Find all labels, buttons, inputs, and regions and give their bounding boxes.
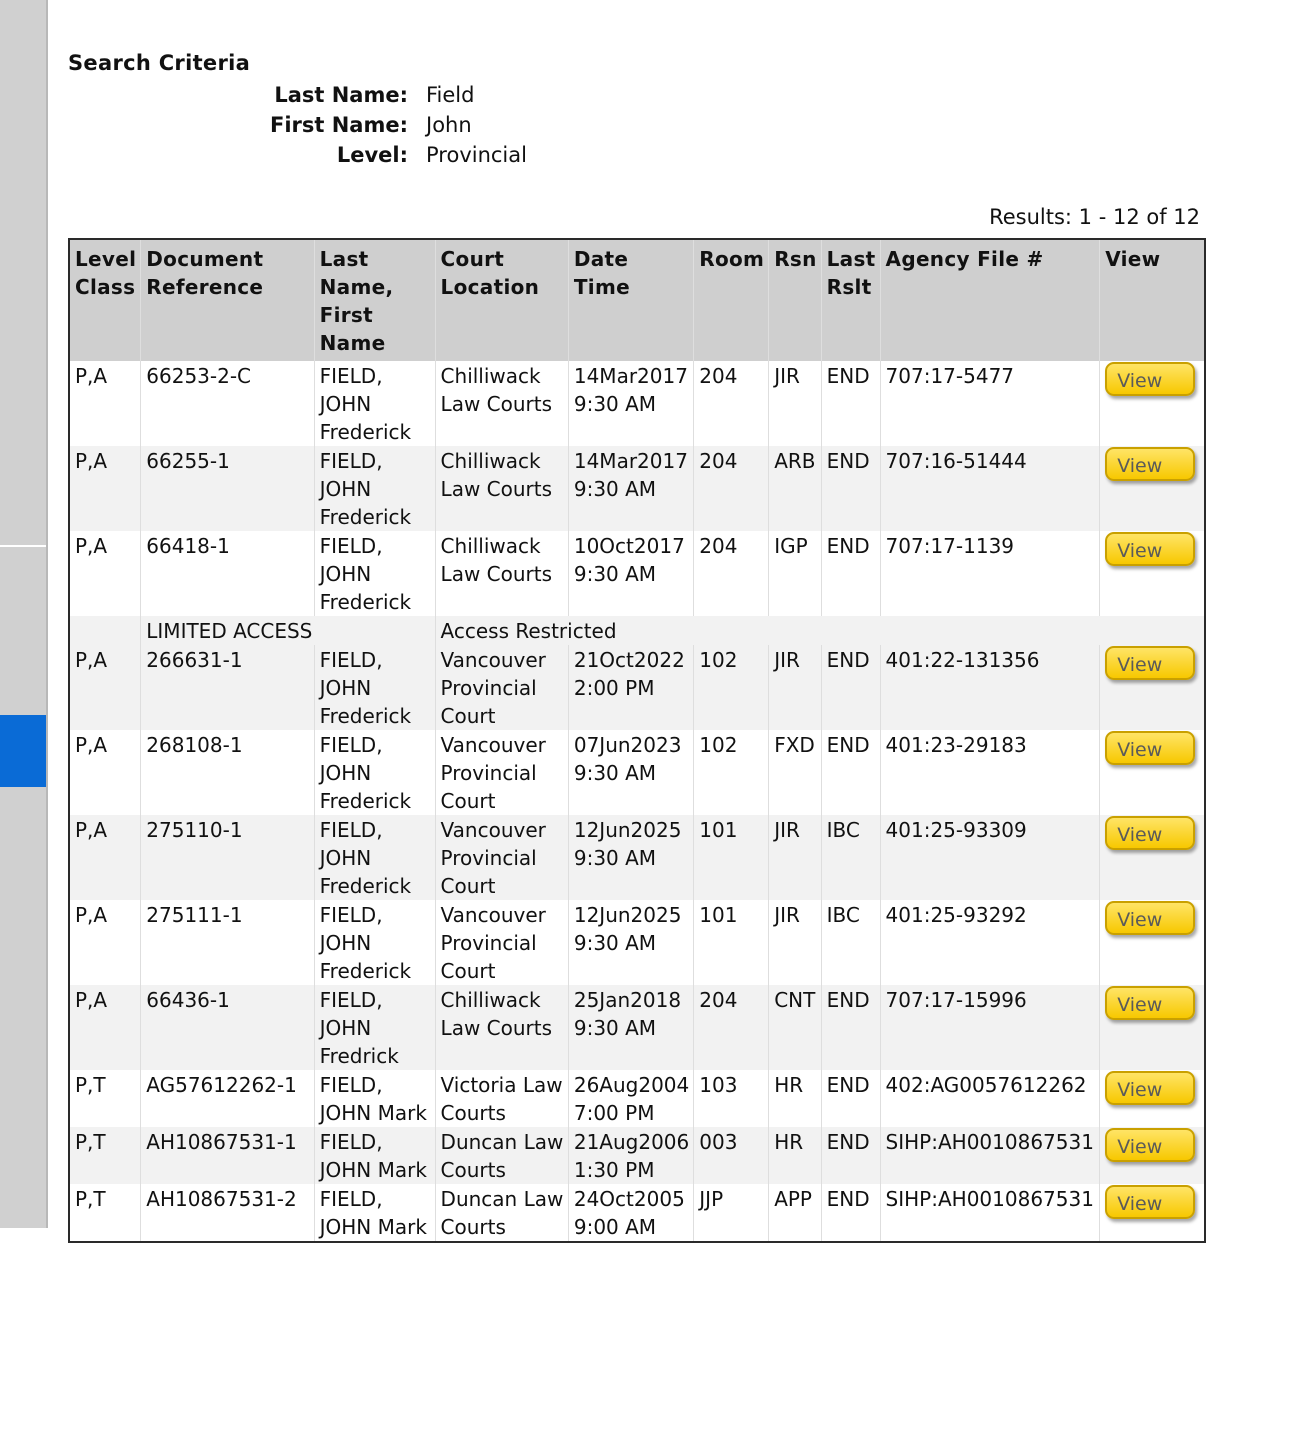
table-row xyxy=(69,815,1205,900)
cell-document-reference: 66418-1 xyxy=(141,531,314,616)
cell-agency-file: 707:17-5477 xyxy=(880,361,1100,446)
cell-view xyxy=(1100,985,1205,1070)
cell-date-time xyxy=(568,1070,693,1127)
cell-document-reference: AG57612262-1 xyxy=(141,1070,314,1127)
cell-court-location-line: Duncan Law xyxy=(440,1130,564,1154)
cell-reason: APP xyxy=(769,1184,821,1242)
cell-room: 103 xyxy=(694,1070,769,1127)
table-row xyxy=(69,361,1205,446)
cell-reason: HR xyxy=(769,1127,821,1184)
cell-name-line: FIELD, xyxy=(319,733,383,757)
table-row xyxy=(69,730,1205,815)
cell-agency-file: 401:25-93309 xyxy=(880,815,1100,900)
view-button[interactable]: View xyxy=(1105,731,1195,765)
cell-court-location xyxy=(435,815,568,900)
cell-room: 101 xyxy=(694,815,769,900)
cell-view xyxy=(1100,1184,1205,1242)
cell-date-time-line: 9:30 AM xyxy=(573,477,657,501)
cell-level-class: P,A xyxy=(69,645,141,730)
cell-agency-file: 401:22-131356 xyxy=(880,645,1100,730)
cell-date-time xyxy=(568,815,693,900)
cell-reason: JIR xyxy=(769,361,821,446)
cell-empty xyxy=(69,616,141,645)
cell-name-line: FIELD, xyxy=(319,364,383,388)
cell-date-time-line: 1:30 PM xyxy=(573,1158,655,1182)
cell-agency-file: 402:AG0057612262 xyxy=(880,1070,1100,1127)
table-row xyxy=(69,645,1205,730)
cell-name-line: JOHN Mark xyxy=(319,1158,427,1182)
first-name-value: John xyxy=(426,113,472,137)
cell-view xyxy=(1100,645,1205,730)
cell-date-time-line: 12Jun2025 xyxy=(573,818,682,842)
header-name: Last Name, First Name xyxy=(314,239,435,361)
cell-date-time-line: 9:00 AM xyxy=(573,1215,657,1239)
cell-name xyxy=(314,1127,435,1184)
cell-agency-file: SIHP:AH0010867531 xyxy=(880,1127,1100,1184)
search-criteria-title: Search Criteria xyxy=(68,51,251,75)
cell-date-time-line: 9:30 AM xyxy=(573,931,657,955)
cell-court-location xyxy=(435,1070,568,1127)
table-row xyxy=(69,446,1205,531)
cell-level-class: P,A xyxy=(69,446,141,531)
cell-name xyxy=(314,531,435,616)
cell-date-time-line: 14Mar2017 xyxy=(573,364,688,388)
view-button[interactable]: View xyxy=(1105,447,1195,481)
cell-court-location-line: Provincial xyxy=(440,676,537,700)
cell-level-class: P,T xyxy=(69,1070,141,1127)
results-count: Results: 1 - 12 of 12 xyxy=(989,205,1200,229)
cell-room: 102 xyxy=(694,645,769,730)
table-row xyxy=(69,900,1205,985)
cell-court-location-line: Law Courts xyxy=(440,392,553,416)
cell-court-location-line: Court xyxy=(440,704,496,728)
cell-reason: HR xyxy=(769,1070,821,1127)
cell-name-line: FIELD, xyxy=(319,818,383,842)
cell-date-time-line: 14Mar2017 xyxy=(573,449,688,473)
table-row-limited-access xyxy=(69,616,1205,645)
cell-agency-file: 401:23-29183 xyxy=(880,730,1100,815)
cell-view xyxy=(1100,531,1205,616)
cell-court-location-line: Vancouver xyxy=(440,648,546,672)
cell-name xyxy=(314,985,435,1070)
cell-name xyxy=(314,1184,435,1242)
cell-date-time-line: 26Aug2004 xyxy=(573,1073,690,1097)
cell-court-location-line: Court xyxy=(440,959,496,983)
view-button[interactable]: View xyxy=(1105,1128,1195,1162)
cell-document-reference: 266631-1 xyxy=(141,645,314,730)
cell-court-location xyxy=(435,361,568,446)
cell-room: 003 xyxy=(694,1127,769,1184)
results-table xyxy=(68,238,1206,1243)
cell-name xyxy=(314,446,435,531)
header-view: View xyxy=(1100,239,1205,361)
cell-date-time xyxy=(568,730,693,815)
cell-date-time xyxy=(568,985,693,1070)
cell-date-time-line: 12Jun2025 xyxy=(573,903,682,927)
header-room: Room xyxy=(694,239,769,361)
cell-court-location-line: Courts xyxy=(440,1158,506,1182)
cell-court-location-line: Vancouver xyxy=(440,818,546,842)
cell-court-location xyxy=(435,531,568,616)
cell-date-time xyxy=(568,446,693,531)
last-name-value: Field xyxy=(426,83,475,107)
level-label: Level: xyxy=(336,143,408,167)
cell-agency-file: 401:25-93292 xyxy=(880,900,1100,985)
criteria-last-name-row xyxy=(240,80,527,110)
cell-court-location-line: Vancouver xyxy=(440,733,546,757)
view-button[interactable]: View xyxy=(1105,1185,1195,1219)
cell-court-location-line: Law Courts xyxy=(440,562,553,586)
cell-room: 204 xyxy=(694,985,769,1070)
cell-court-location-line: Court xyxy=(440,874,496,898)
cell-name-line: Fredrick xyxy=(319,1044,399,1068)
cell-name xyxy=(314,815,435,900)
cell-room: 204 xyxy=(694,446,769,531)
cell-court-location-line: Court xyxy=(440,789,496,813)
cell-name-line: Frederick xyxy=(319,874,412,898)
cell-agency-file: 707:16-51444 xyxy=(880,446,1100,531)
cell-level-class: P,A xyxy=(69,815,141,900)
cell-court-location-line: Law Courts xyxy=(440,1016,553,1040)
view-button[interactable]: View xyxy=(1105,986,1195,1020)
cell-agency-file: SIHP:AH0010867531 xyxy=(880,1184,1100,1242)
cell-reason: JIR xyxy=(769,645,821,730)
cell-date-time-line: 9:30 AM xyxy=(573,761,657,785)
cell-level-class: P,A xyxy=(69,730,141,815)
cell-date-time-line: 9:30 AM xyxy=(573,562,657,586)
cell-view xyxy=(1100,730,1205,815)
cell-name-line: Frederick xyxy=(319,959,412,983)
cell-court-location xyxy=(435,730,568,815)
level-value: Provincial xyxy=(426,143,527,167)
cell-court-location xyxy=(435,645,568,730)
cell-date-time xyxy=(568,531,693,616)
cell-court-location-line: Provincial xyxy=(440,846,537,870)
access-restricted-label: Access Restricted xyxy=(435,616,1205,645)
cell-name-line: JOHN xyxy=(319,931,372,955)
cell-court-location-line: Provincial xyxy=(440,931,537,955)
cell-level-class: P,A xyxy=(69,361,141,446)
cell-last-result: END xyxy=(821,361,880,446)
cell-document-reference: 268108-1 xyxy=(141,730,314,815)
cell-name-line: JOHN xyxy=(319,562,372,586)
cell-court-location-line: Chilliwack xyxy=(440,534,541,558)
view-button[interactable]: View xyxy=(1105,901,1195,935)
cell-last-result: END xyxy=(821,730,880,815)
cell-document-reference: 66255-1 xyxy=(141,446,314,531)
cell-name-line: JOHN xyxy=(319,392,372,416)
cell-name-line: JOHN Mark xyxy=(319,1101,427,1125)
cell-date-time-line: 24Oct2005 xyxy=(573,1187,685,1211)
cell-room: 204 xyxy=(694,531,769,616)
cell-document-reference: 66436-1 xyxy=(141,985,314,1070)
cell-date-time-line: 9:30 AM xyxy=(573,846,657,870)
cell-name xyxy=(314,730,435,815)
cell-court-location-line: Vancouver xyxy=(440,903,546,927)
cell-reason: JIR xyxy=(769,815,821,900)
cell-name-line: FIELD, xyxy=(319,449,383,473)
cell-court-location-line: Courts xyxy=(440,1101,506,1125)
cell-court-location-line: Victoria Law xyxy=(440,1073,563,1097)
cell-last-result: END xyxy=(821,446,880,531)
cell-court-location-line: Courts xyxy=(440,1215,506,1239)
cell-last-result: END xyxy=(821,1184,880,1242)
cell-view xyxy=(1100,815,1205,900)
header-reason: Rsn xyxy=(769,239,821,361)
cell-court-location-line: Chilliwack xyxy=(440,988,541,1012)
limited-access-label: LIMITED ACCESS xyxy=(141,616,435,645)
cell-room: 101 xyxy=(694,900,769,985)
cell-level-class: P,A xyxy=(69,531,141,616)
cell-agency-file: 707:17-1139 xyxy=(880,531,1100,616)
cell-name-line: JOHN Mark xyxy=(319,1215,427,1239)
cell-name-line: FIELD, xyxy=(319,534,383,558)
cell-date-time-line: 10Oct2017 xyxy=(573,534,685,558)
cell-court-location-line: Chilliwack xyxy=(440,449,541,473)
cell-last-result: END xyxy=(821,531,880,616)
side-rail-active-tab[interactable] xyxy=(0,715,46,787)
table-row xyxy=(69,1127,1205,1184)
cell-level-class: P,T xyxy=(69,1184,141,1242)
cell-document-reference: 66253-2-C xyxy=(141,361,314,446)
side-rail-divider xyxy=(0,545,46,547)
cell-view xyxy=(1100,1070,1205,1127)
cell-court-location-line: Provincial xyxy=(440,761,537,785)
cell-level-class: P,A xyxy=(69,985,141,1070)
cell-name-line: Frederick xyxy=(319,789,412,813)
table-row xyxy=(69,1184,1205,1242)
cell-date-time-line: 9:30 AM xyxy=(573,392,657,416)
cell-room: JJP xyxy=(694,1184,769,1242)
side-rail xyxy=(0,0,48,1228)
cell-last-result: END xyxy=(821,1127,880,1184)
cell-document-reference: 275111-1 xyxy=(141,900,314,985)
cell-last-result: IBC xyxy=(821,815,880,900)
cell-date-time-line: 21Aug2006 xyxy=(573,1130,690,1154)
cell-court-location xyxy=(435,446,568,531)
first-name-label: First Name: xyxy=(269,113,408,137)
header-level-class: Level Class xyxy=(69,239,141,361)
criteria-level-row xyxy=(240,140,527,170)
cell-name-line: Frederick xyxy=(319,420,412,444)
cell-document-reference: 275110-1 xyxy=(141,815,314,900)
view-button[interactable]: View xyxy=(1105,362,1195,396)
cell-agency-file: 707:17-15996 xyxy=(880,985,1100,1070)
cell-date-time-line: 7:00 PM xyxy=(573,1101,655,1125)
view-button[interactable]: View xyxy=(1105,1071,1195,1105)
header-document-reference: Document Reference xyxy=(141,239,314,361)
cell-court-location-line: Duncan Law xyxy=(440,1187,564,1211)
cell-reason: IGP xyxy=(769,531,821,616)
table-header-row xyxy=(69,239,1205,361)
cell-last-result: END xyxy=(821,985,880,1070)
cell-name-line: JOHN xyxy=(319,477,372,501)
cell-court-location-line: Chilliwack xyxy=(440,364,541,388)
cell-name-line: JOHN xyxy=(319,676,372,700)
cell-name xyxy=(314,900,435,985)
results-body xyxy=(69,361,1205,1242)
table-row xyxy=(69,985,1205,1070)
cell-last-result: END xyxy=(821,645,880,730)
cell-room: 102 xyxy=(694,730,769,815)
cell-last-result: END xyxy=(821,1070,880,1127)
cell-court-location xyxy=(435,900,568,985)
cell-reason: ARB xyxy=(769,446,821,531)
cell-document-reference: AH10867531-2 xyxy=(141,1184,314,1242)
cell-view xyxy=(1100,446,1205,531)
header-last-result: Last Rslt xyxy=(821,239,880,361)
view-button[interactable]: View xyxy=(1105,646,1195,680)
cell-name xyxy=(314,361,435,446)
cell-name xyxy=(314,645,435,730)
cell-view xyxy=(1100,361,1205,446)
search-criteria xyxy=(240,80,527,170)
header-agency-file: Agency File # xyxy=(880,239,1100,361)
cell-room: 204 xyxy=(694,361,769,446)
cell-last-result: IBC xyxy=(821,900,880,985)
cell-date-time-line: 9:30 AM xyxy=(573,1016,657,1040)
cell-level-class: P,T xyxy=(69,1127,141,1184)
cell-view xyxy=(1100,900,1205,985)
cell-date-time xyxy=(568,645,693,730)
cell-court-location xyxy=(435,985,568,1070)
cell-date-time-line: 21Oct2022 xyxy=(573,648,685,672)
cell-document-reference: AH10867531-1 xyxy=(141,1127,314,1184)
cell-name-line: FIELD, xyxy=(319,1073,383,1097)
cell-name-line: Frederick xyxy=(319,505,412,529)
cell-court-location xyxy=(435,1184,568,1242)
cell-name-line: FIELD, xyxy=(319,1187,383,1211)
cell-date-time xyxy=(568,1127,693,1184)
header-date-time: Date Time xyxy=(568,239,693,361)
cell-reason: CNT xyxy=(769,985,821,1070)
cell-name-line: JOHN xyxy=(319,761,372,785)
cell-name-line: JOHN xyxy=(319,846,372,870)
view-button[interactable]: View xyxy=(1105,816,1195,850)
cell-name-line: FIELD, xyxy=(319,1130,383,1154)
table-row xyxy=(69,531,1205,616)
cell-name-line: Frederick xyxy=(319,704,412,728)
criteria-first-name-row xyxy=(240,110,527,140)
cell-name-line: JOHN xyxy=(319,1016,372,1040)
cell-level-class: P,A xyxy=(69,900,141,985)
cell-date-time xyxy=(568,361,693,446)
cell-name-line: FIELD, xyxy=(319,648,383,672)
cell-name-line: Frederick xyxy=(319,590,412,614)
cell-reason: JIR xyxy=(769,900,821,985)
header-court-location: Court Location xyxy=(435,239,568,361)
cell-court-location-line: Law Courts xyxy=(440,477,553,501)
cell-view xyxy=(1100,1127,1205,1184)
last-name-label: Last Name: xyxy=(274,83,408,107)
cell-date-time xyxy=(568,900,693,985)
cell-name xyxy=(314,1070,435,1127)
cell-date-time-line: 07Jun2023 xyxy=(573,733,682,757)
cell-date-time-line: 25Jan2018 xyxy=(573,988,682,1012)
cell-date-time xyxy=(568,1184,693,1242)
cell-reason: FXD xyxy=(769,730,821,815)
view-button[interactable]: View xyxy=(1105,532,1195,566)
cell-court-location xyxy=(435,1127,568,1184)
cell-name-line: FIELD, xyxy=(319,988,383,1012)
cell-name-line: FIELD, xyxy=(319,903,383,927)
cell-date-time-line: 2:00 PM xyxy=(573,676,655,700)
table-row xyxy=(69,1070,1205,1127)
